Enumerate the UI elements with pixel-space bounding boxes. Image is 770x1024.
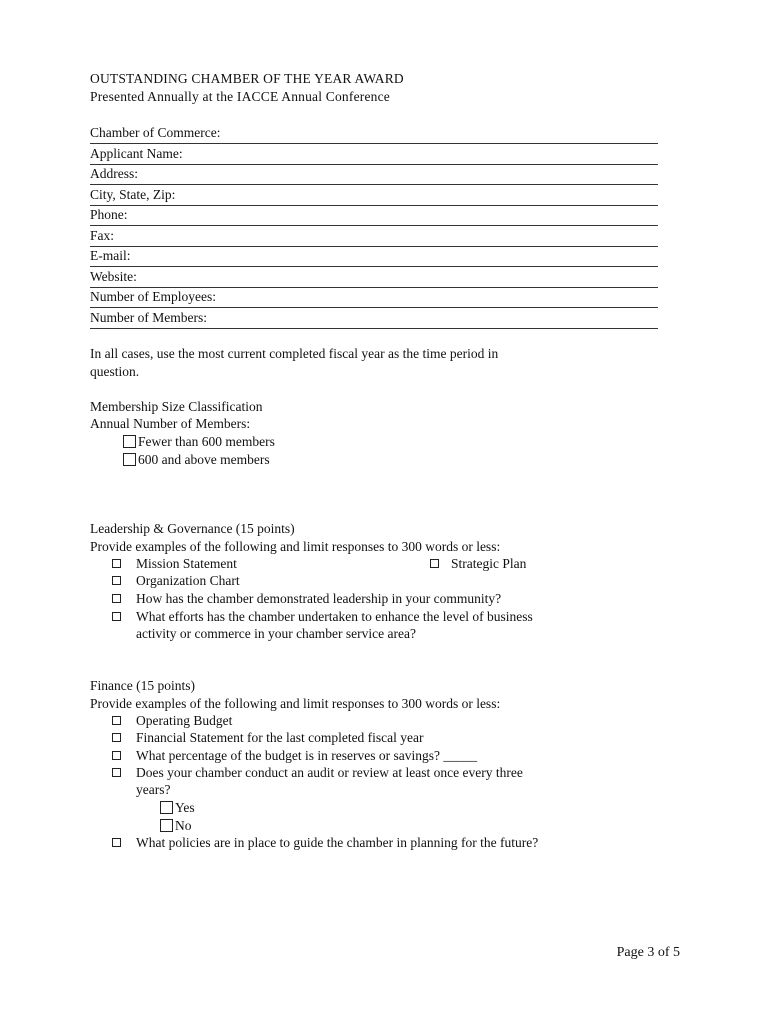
field-address[interactable]: Address: <box>90 164 658 185</box>
checkbox-icon[interactable] <box>112 768 121 777</box>
field-number-of-members[interactable]: Number of Members: <box>90 308 658 329</box>
finance-prompt: Provide examples of the following and limit responses to 300 words or less: <box>90 696 501 711</box>
membership-heading: Membership Size Classification <box>90 399 263 414</box>
leadership-item-business-activity[interactable]: What efforts has the chamber undertaken to enhance the level of business activity or commerce in your chamber service area? <box>112 608 672 642</box>
field-chamber-of-commerce[interactable]: Chamber of Commerce: <box>90 123 658 144</box>
audit-option-no[interactable]: No <box>160 817 192 834</box>
instructions-line-1: In all cases, use the most current completed fiscal year as the time period in <box>90 346 499 361</box>
leadership-item-strategic-plan[interactable]: Strategic Plan <box>430 555 526 572</box>
instructions-line-2: question. <box>90 364 140 379</box>
page-number: Page 3 of 5 <box>616 945 680 960</box>
field-phone[interactable]: Phone: <box>90 205 658 226</box>
checkbox-icon[interactable] <box>112 612 121 621</box>
finance-heading: Finance (15 points) <box>90 678 195 693</box>
checkbox-icon[interactable] <box>160 801 173 814</box>
checkbox-icon[interactable] <box>112 594 121 603</box>
checkbox-icon[interactable] <box>112 733 121 742</box>
audit-option-yes[interactable]: Yes <box>160 799 195 816</box>
membership-option-fewer-than-600[interactable]: Fewer than 600 members <box>123 433 275 450</box>
checkbox-icon[interactable] <box>160 819 173 832</box>
finance-item-financial-statement[interactable]: Financial Statement for the last completed fiscal year <box>112 729 672 746</box>
checkbox-icon[interactable] <box>112 559 121 568</box>
leadership-item-organization-chart[interactable]: Organization Chart <box>112 572 672 589</box>
checkbox-icon[interactable] <box>112 751 121 760</box>
finance-item-reserves-percentage[interactable]: What percentage of the budget is in reserves or savings? _____ <box>112 747 672 764</box>
finance-item-operating-budget[interactable]: Operating Budget <box>112 712 672 729</box>
award-subtitle: Presented Annually at the IACCE Annual Conference <box>90 89 390 104</box>
checkbox-icon[interactable] <box>112 716 121 725</box>
field-fax[interactable]: Fax: <box>90 226 658 247</box>
leadership-prompt: Provide examples of the following and limit responses to 300 words or less: <box>90 539 501 554</box>
field-website[interactable]: Website: <box>90 267 658 288</box>
checkbox-icon[interactable] <box>430 559 439 568</box>
checkbox-icon[interactable] <box>112 838 121 847</box>
leadership-heading: Leadership & Governance (15 points) <box>90 521 295 536</box>
field-email[interactable]: E-mail: <box>90 246 658 267</box>
field-number-of-employees[interactable]: Number of Employees: <box>90 287 658 308</box>
checkbox-icon[interactable] <box>123 453 136 466</box>
checkbox-icon[interactable] <box>123 435 136 448</box>
award-title: OUTSTANDING CHAMBER OF THE YEAR AWARD <box>90 71 404 86</box>
finance-item-planning-policies[interactable]: What policies are in place to guide the chamber in planning for the future? <box>112 834 672 851</box>
checkbox-icon[interactable] <box>112 576 121 585</box>
leadership-item-leadership-question[interactable]: How has the chamber demonstrated leadership in your community? <box>112 590 672 607</box>
finance-item-audit-question[interactable]: Does your chamber conduct an audit or review at least once every three years? <box>112 764 672 798</box>
field-applicant-name[interactable]: Applicant Name: <box>90 144 658 165</box>
membership-subheading: Annual Number of Members: <box>90 416 251 431</box>
membership-option-600-and-above[interactable]: 600 and above members <box>123 451 270 468</box>
field-city-state-zip[interactable]: City, State, Zip: <box>90 185 658 206</box>
leadership-item-mission-statement[interactable]: Mission Statement <box>112 555 672 572</box>
